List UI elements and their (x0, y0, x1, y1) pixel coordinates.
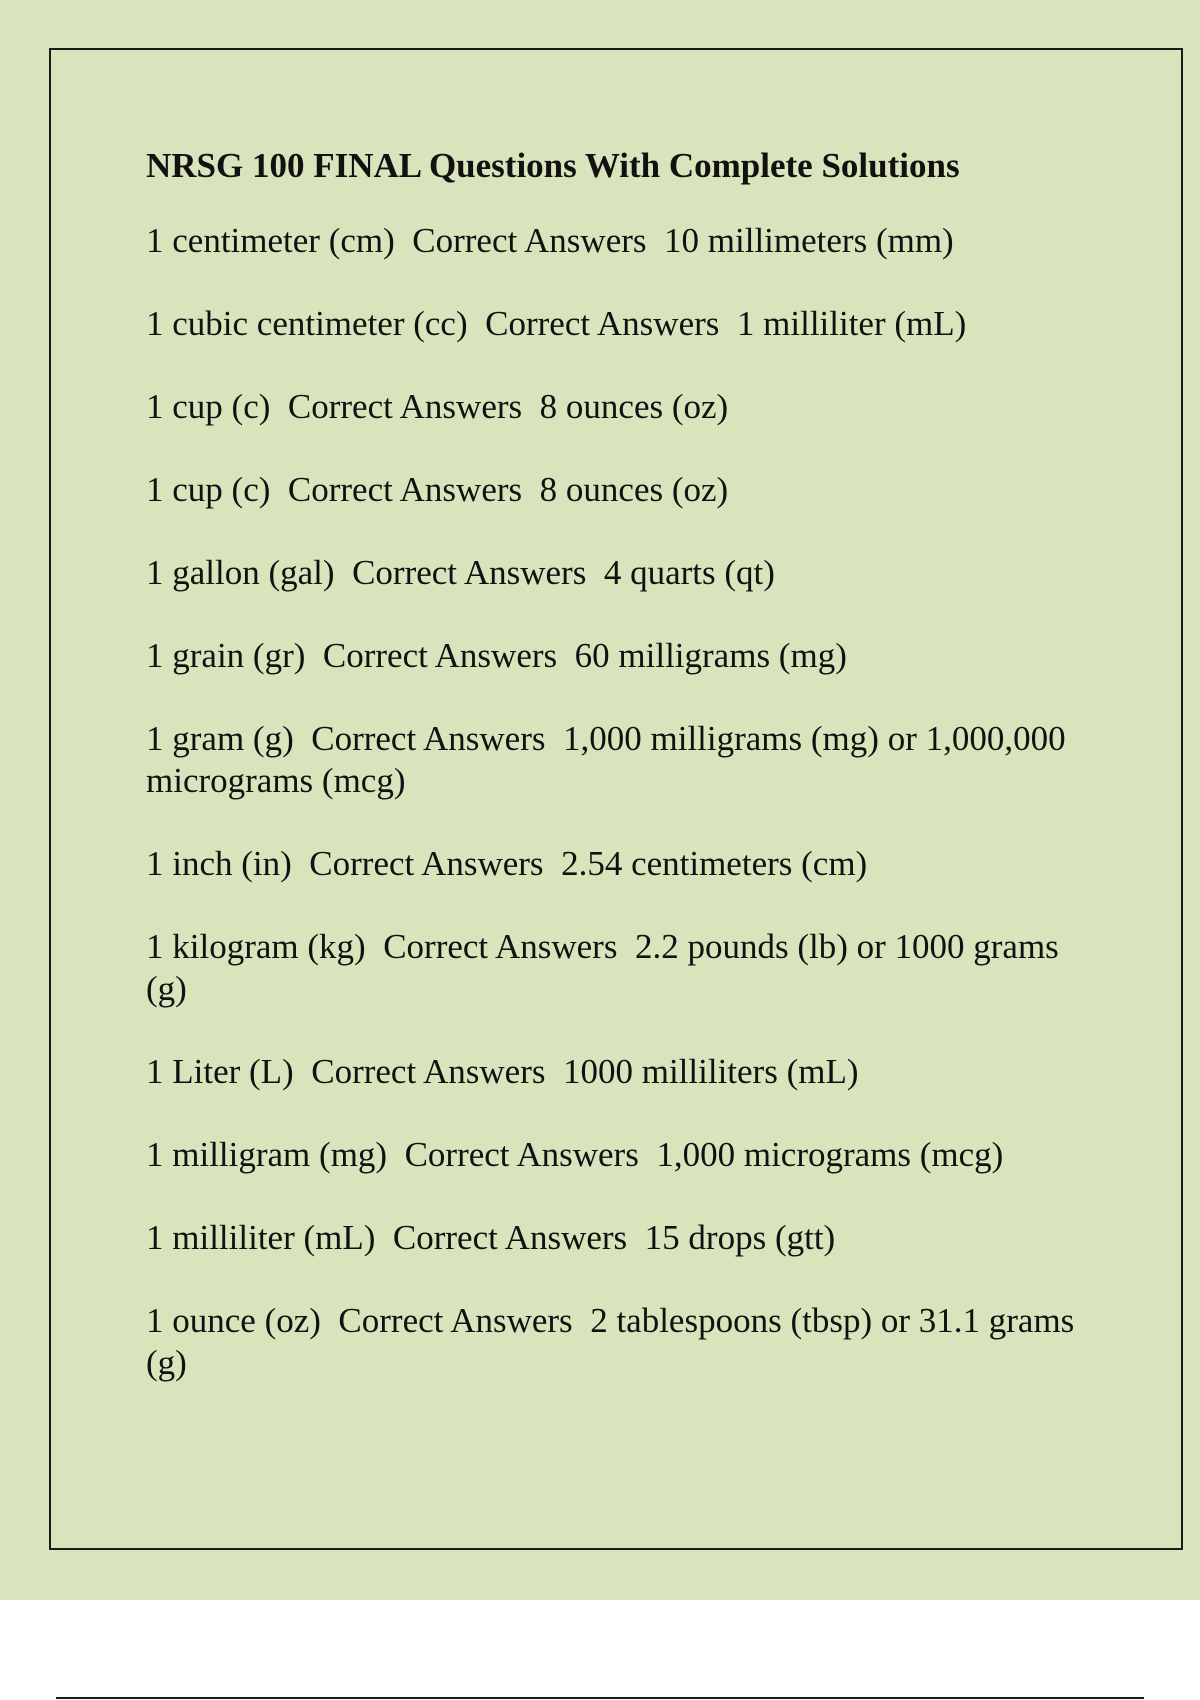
question-text: 1 centimeter (cm) (146, 221, 395, 260)
qa-item (146, 1217, 1076, 1259)
question-text: 1 ounce (oz) (146, 1301, 321, 1340)
qa-item (146, 843, 1076, 885)
qa-item (146, 1051, 1076, 1093)
correct-answers-label: Correct Answers (322, 636, 558, 675)
qa-item (146, 469, 1076, 511)
answer-text: 2 tablespoons (tbsp) or 31.1 grams (g) (146, 1301, 1075, 1382)
answer-text: 4 quarts (qt) (603, 553, 775, 592)
question-text: 1 milliliter (mL) (146, 1218, 376, 1257)
qa-item (146, 1300, 1076, 1384)
question-text: 1 gallon (gal) (146, 553, 335, 592)
answer-text: 2.2 pounds (lb) or 1000 grams (g) (146, 927, 1059, 1008)
qa-item (146, 718, 1076, 802)
question-text: 1 Liter (L) (146, 1052, 294, 1091)
answer-text: 15 drops (gtt) (644, 1218, 836, 1257)
document-title: NRSG 100 FINAL Questions With Complete Solutions (146, 146, 960, 185)
answer-text: 10 millimeters (mm) (664, 221, 954, 260)
question-text: 1 inch (in) (146, 844, 292, 883)
qa-item (146, 926, 1076, 1010)
qa-item (146, 552, 1076, 594)
answer-text: 8 ounces (oz) (539, 470, 729, 509)
answer-text: 2.54 centimeters (cm) (561, 844, 868, 883)
question-text: 1 cup (c) (146, 470, 271, 509)
correct-answers-label: Correct Answers (352, 553, 587, 592)
correct-answers-label: Correct Answers (287, 470, 523, 509)
answer-text: 1 milliliter (mL) (736, 304, 967, 343)
correct-answers-label: Correct Answers (338, 1301, 573, 1340)
correct-answers-label: Correct Answers (412, 221, 647, 260)
correct-answers-label: Correct Answers (311, 719, 546, 758)
answer-text: 8 ounces (oz) (539, 387, 729, 426)
question-text: 1 grain (gr) (146, 636, 306, 675)
question-text: 1 kilogram (kg) (146, 927, 366, 966)
correct-answers-label: Correct Answers (392, 1218, 628, 1257)
correct-answers-label: Correct Answers (383, 927, 618, 966)
qa-item (146, 635, 1076, 677)
document-content (146, 140, 1076, 1425)
qa-item (146, 303, 1076, 345)
qa-list (146, 220, 1076, 1384)
correct-answers-label: Correct Answers (287, 387, 523, 426)
footer-rule (56, 1697, 1144, 1699)
question-text: 1 milligram (mg) (146, 1135, 388, 1174)
answer-text: 1,000 micrograms (mcg) (656, 1135, 1004, 1174)
qa-item (146, 386, 1076, 428)
question-text: 1 cup (c) (146, 387, 271, 426)
correct-answers-label: Correct Answers (485, 304, 720, 343)
answer-text: 1000 milliliters (mL) (562, 1052, 859, 1091)
correct-answers-label: Correct Answers (311, 1052, 546, 1091)
question-text: 1 cubic centimeter (cc) (146, 304, 468, 343)
correct-answers-label: Correct Answers (309, 844, 544, 883)
answer-text: 1,000 milligrams (mg) or 1,000,000 micrograms (mcg) (146, 719, 1066, 800)
correct-answers-label: Correct Answers (404, 1135, 639, 1174)
question-text: 1 gram (g) (146, 719, 294, 758)
qa-item (146, 1134, 1076, 1176)
qa-item (146, 220, 1076, 262)
answer-text: 60 milligrams (mg) (574, 636, 847, 675)
